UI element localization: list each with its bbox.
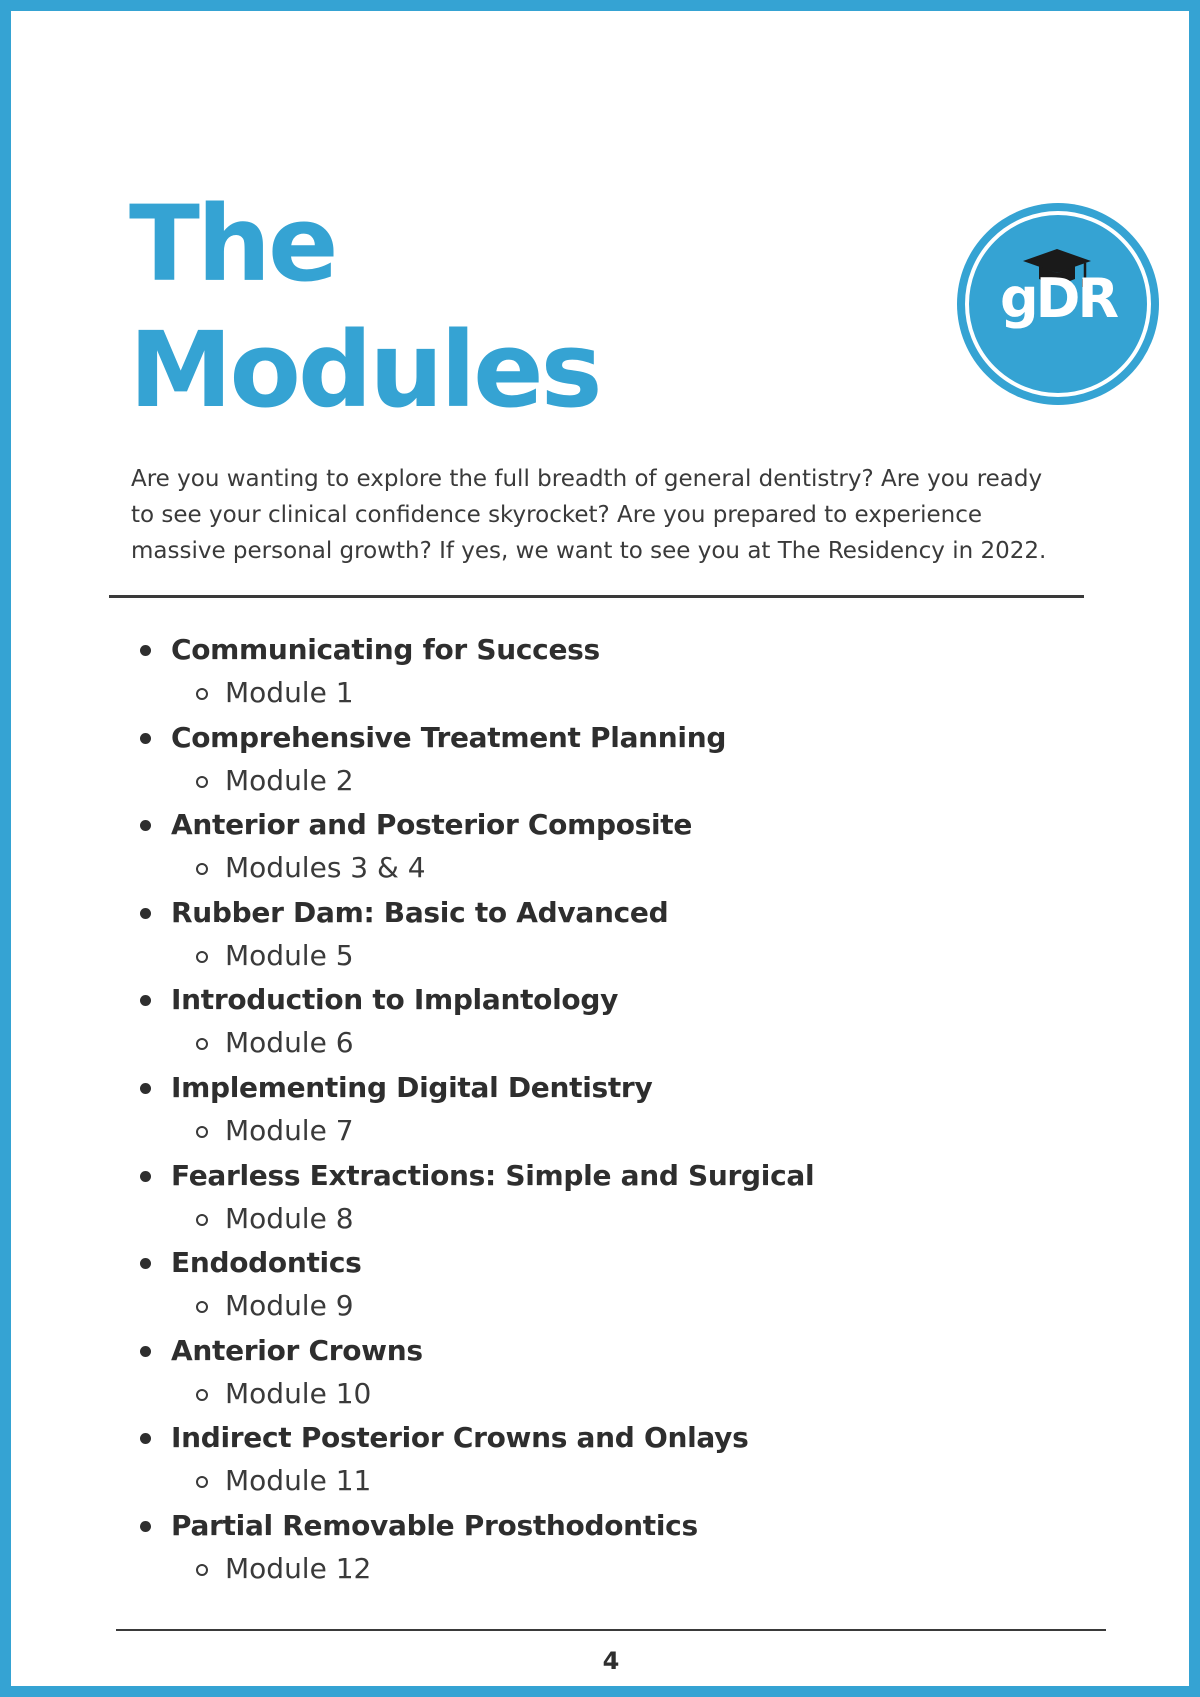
module-number: Module 12	[225, 1551, 372, 1585]
module-number: Module 6	[225, 1026, 354, 1060]
list-item	[139, 979, 1089, 1067]
sub-bullet-icon	[196, 1301, 208, 1313]
sub-bullet-icon	[196, 1476, 208, 1488]
module-topic: Indirect Posterior Crowns and Onlays	[171, 1421, 749, 1455]
bullet-icon	[140, 1171, 151, 1182]
sub-bullet-icon	[196, 1038, 208, 1050]
sub-bullet-icon	[196, 1126, 208, 1138]
divider-bottom	[116, 1629, 1106, 1631]
sub-bullet-icon	[196, 1389, 208, 1401]
list-item	[139, 717, 1089, 805]
list-item	[139, 1155, 1089, 1243]
module-topic: Implementing Digital Dentistry	[171, 1070, 653, 1104]
module-number: Module 9	[225, 1289, 354, 1323]
list-item	[139, 892, 1089, 980]
module-number: Module 11	[225, 1464, 372, 1498]
module-topic: Communicating for Success	[171, 633, 600, 666]
module-number: Modules 3 & 4	[225, 851, 426, 885]
module-topic: Partial Removable Prosthodontics	[171, 1508, 698, 1542]
module-list	[139, 629, 1089, 1593]
logo-text: gDR	[999, 267, 1117, 330]
module-topic: Endodontics	[171, 1246, 362, 1280]
sub-bullet-icon	[196, 863, 208, 875]
sub-bullet-icon	[196, 1214, 208, 1226]
bullet-icon	[140, 1346, 151, 1357]
module-topic: Introduction to Implantology	[171, 983, 619, 1017]
list-item	[139, 1067, 1089, 1155]
bullet-icon	[140, 995, 151, 1006]
bullet-icon	[140, 1258, 151, 1269]
module-topic: Fearless Extractions: Simple and Surgical	[171, 1158, 815, 1192]
sub-bullet-icon	[196, 951, 208, 963]
page-title	[129, 181, 600, 433]
list-item	[139, 1242, 1089, 1330]
sub-bullet-icon	[196, 1564, 208, 1576]
list-item	[139, 1505, 1089, 1593]
list-item	[139, 804, 1089, 892]
module-number: Module 8	[225, 1201, 354, 1235]
title-line-2: Modules	[129, 309, 600, 431]
list-item	[139, 1417, 1089, 1505]
bullet-icon	[140, 733, 151, 744]
module-topic: Comprehensive Treatment Planning	[171, 720, 727, 754]
bullet-icon	[140, 1521, 151, 1532]
module-number: Module 7	[225, 1113, 354, 1147]
title-line-1: The	[129, 183, 336, 305]
module-number: Module 5	[225, 938, 354, 972]
bullet-icon	[140, 908, 151, 919]
intro-paragraph: Are you wanting to explore the full breadth of general dentistry? Are you ready to see your clinical confidence skyrocket? Are you prepared to experience massive personal growth? If yes, we want to see you at The Residency in 2022.	[131, 466, 1047, 564]
module-number: Module 10	[225, 1376, 372, 1410]
list-item	[139, 629, 1089, 717]
module-number: Module 1	[225, 676, 354, 709]
module-topic: Rubber Dam: Basic to Advanced	[171, 895, 669, 929]
sub-bullet-icon	[196, 776, 208, 788]
bullet-icon	[140, 1433, 151, 1444]
list-item	[139, 1330, 1089, 1418]
bullet-icon	[140, 820, 151, 831]
module-number: Module 2	[225, 763, 354, 797]
divider-top	[109, 595, 1084, 598]
bullet-icon	[140, 1083, 151, 1094]
module-topic: Anterior Crowns	[171, 1333, 423, 1367]
module-topic: Anterior and Posterior Composite	[171, 808, 693, 842]
page-number: 4	[602, 1647, 620, 1675]
bullet-icon	[140, 645, 151, 656]
gdr-logo	[957, 203, 1159, 405]
sub-bullet-icon	[196, 688, 208, 700]
